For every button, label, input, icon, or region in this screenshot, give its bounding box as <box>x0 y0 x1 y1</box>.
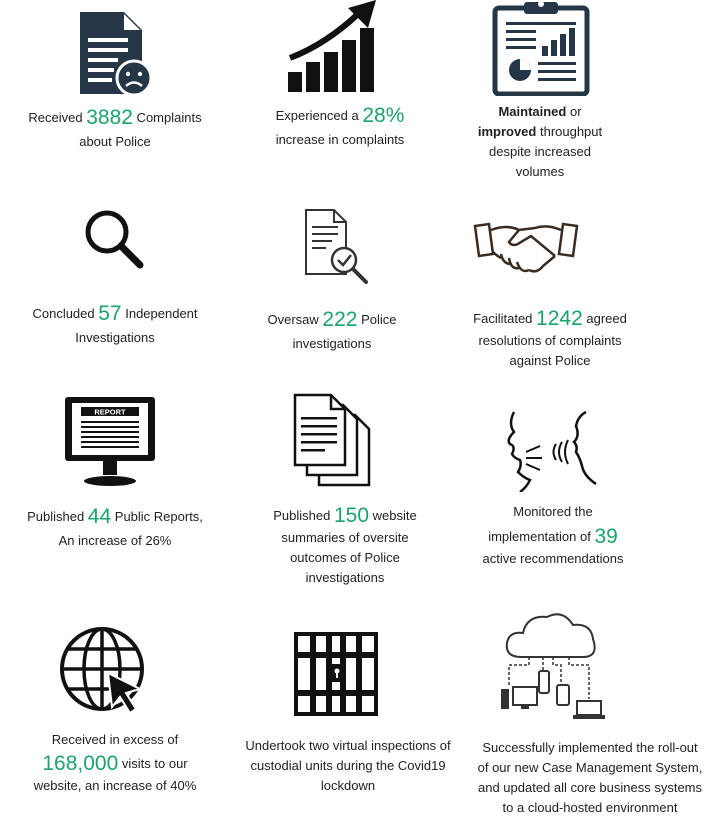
complaint-document-icon <box>78 10 154 96</box>
magnifier-icon <box>82 207 144 269</box>
handshake-icon <box>473 220 579 278</box>
report-screen-label: REPORT <box>94 407 126 417</box>
caption-complaints: Received 3882 Complaints about Police <box>28 106 202 149</box>
caption-recommendations: Monitored the implementation of 39 active recommendations <box>482 504 624 566</box>
document-search-icon <box>304 208 370 284</box>
stat-number: 150 <box>333 504 370 527</box>
caption-public-reports: Published 44 Public Reports, An increase of 26% <box>27 505 203 548</box>
cloud-network-icon <box>499 605 605 723</box>
caption-case-management: Successfully implemented the roll-out of our new Case Management System, and updated all core business systems to a cloud-hosted environment <box>477 740 703 815</box>
stat-number: 222 <box>322 308 358 331</box>
stat-number: 28% <box>362 104 405 127</box>
prison-bars-icon <box>294 632 378 716</box>
caption-investigations: Concluded 57 Independent Investigations <box>32 302 198 345</box>
growth-chart-icon <box>286 0 380 94</box>
stat-number: 39 <box>594 525 618 548</box>
documents-stack-icon <box>293 393 373 487</box>
report-monitor-icon <box>63 395 157 487</box>
globe-cursor-icon <box>58 625 150 717</box>
caption-throughput: Maintained or improved throughput despite increased volumes <box>477 104 603 179</box>
stat-number: 57 <box>98 302 122 325</box>
caption-increase: Experienced a 28% increase in complaints <box>275 104 405 147</box>
caption-inspections: Undertook two virtual inspections of custodial units during the Covid19 lockdown <box>245 738 451 793</box>
stat-number: 3882 <box>86 106 133 129</box>
caption-resolutions: Facilitated 1242 agreed resolutions of complaints against Police <box>473 307 627 368</box>
stat-number: 168,000 <box>42 752 119 775</box>
conversation-faces-icon <box>500 410 602 492</box>
caption-oversaw: Oversaw 222 Police investigations <box>267 308 397 351</box>
caption-website-summaries: Published 150 website summaries of oversite outcomes of Police investigations <box>273 504 417 585</box>
stat-number: 44 <box>87 505 112 528</box>
caption-website-visits: Received in excess of 168,000 visits to our website, an increase of 40% <box>33 732 197 793</box>
stat-number: 1242 <box>536 307 583 330</box>
clipboard-report-icon <box>492 0 590 96</box>
